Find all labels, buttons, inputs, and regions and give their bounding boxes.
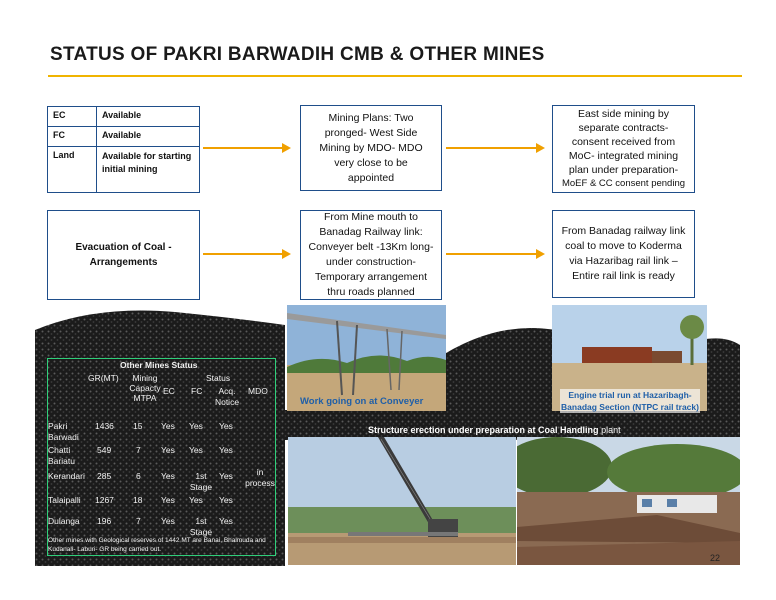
mine-acq: Yes bbox=[219, 421, 233, 431]
mine-name: Chatti Bariatu bbox=[48, 445, 75, 466]
status-value: Available for starting initial mining bbox=[97, 147, 200, 193]
arrow-1-head bbox=[282, 143, 291, 153]
mine-mouth-text: From Mine mouth to Banadag Railway link: Conveyer belt -13Km long- under construction- Temporary arrangement thru roads planned bbox=[308, 211, 434, 298]
table-row bbox=[48, 107, 200, 127]
page-title: STATUS OF PAKRI BARWADIH CMB & OTHER MINES bbox=[50, 44, 545, 65]
mine-capacity: 7 bbox=[136, 445, 141, 455]
structure-caption bbox=[368, 425, 621, 435]
mine-fc: Yes bbox=[189, 495, 203, 505]
col-fc: FC bbox=[191, 386, 203, 396]
other-mines-panel bbox=[47, 358, 276, 556]
mine-fc: Yes bbox=[189, 421, 203, 431]
evacuation-text: Evacuation of Coal - Arrangements bbox=[75, 242, 172, 268]
mine-gr: 196 bbox=[97, 516, 112, 526]
conveyor-caption: Work going on at Conveyer bbox=[300, 396, 424, 407]
mine-acq: Yes bbox=[219, 445, 233, 455]
mine-capacity: 6 bbox=[136, 471, 141, 481]
mine-name: Kerandari bbox=[48, 471, 85, 481]
other-mines-footnote: Other mines with Geological reserves of 1442 MT are Banai, Bhalmuda and Kudanali- Laburi- GR being carried out. bbox=[48, 537, 266, 553]
crane-photo bbox=[288, 437, 516, 565]
col-capacity: Mining Capacty MTPA bbox=[129, 373, 161, 403]
mine-capacity: 18 bbox=[133, 495, 143, 505]
structure-caption-tail: plant bbox=[601, 425, 621, 435]
mine-capacity: 15 bbox=[133, 421, 143, 431]
status-value: Available bbox=[97, 107, 200, 127]
arrow-3-head bbox=[282, 249, 291, 259]
page-number: 22 bbox=[710, 553, 721, 563]
clearance-status-table bbox=[47, 106, 200, 193]
mining-plans-text: Mining Plans: Two pronged- West Side Mining by MDO- MDO very close to be appointed bbox=[319, 111, 423, 184]
title-divider bbox=[48, 75, 742, 77]
status-key: FC bbox=[48, 127, 97, 147]
arrow-2 bbox=[446, 147, 538, 149]
arrow-4-head bbox=[536, 249, 545, 259]
other-mines-title: Other Mines Status bbox=[120, 360, 198, 370]
arrow-3 bbox=[203, 253, 284, 255]
status-value: Available bbox=[97, 127, 200, 147]
east-side-text: East side mining by separate contracts- consent received from MoC- integrated mining plan under preparation- bbox=[568, 108, 679, 176]
table-row bbox=[48, 147, 200, 193]
col-acq: Acq. Notice bbox=[214, 386, 240, 407]
structure-caption-main: Structure erection under preparation at Coal Handling bbox=[368, 425, 599, 435]
banadag-text: From Banadag railway link coal to move to Koderma via Hazaribag rail link – Entire rail link is ready bbox=[561, 225, 686, 282]
mine-fc: 1st Stage bbox=[189, 471, 213, 492]
mine-mouth-box bbox=[300, 210, 442, 300]
mine-ec: Yes bbox=[161, 516, 175, 526]
mine-fc: 1st Stage bbox=[189, 516, 213, 537]
mine-name: Pakri Barwadi bbox=[48, 421, 79, 442]
mine-acq: Yes bbox=[219, 471, 233, 481]
mine-gr: 549 bbox=[97, 445, 112, 455]
status-key: Land bbox=[48, 147, 97, 193]
engine-caption: Engine trial run at Hazaribagh-Banadag Section (NTPC rail track) bbox=[561, 390, 699, 412]
mine-ec: Yes bbox=[161, 495, 175, 505]
mine-acq: Yes bbox=[219, 495, 233, 505]
mine-acq: Yes bbox=[219, 516, 233, 526]
east-side-box bbox=[552, 105, 695, 193]
mine-name: Dulanga bbox=[48, 516, 80, 526]
mdo-note: in process bbox=[245, 467, 275, 488]
arrow-4 bbox=[446, 253, 538, 255]
mining-plans-box bbox=[300, 105, 442, 191]
mine-gr: 1436 bbox=[95, 421, 114, 431]
mine-ec: Yes bbox=[161, 445, 175, 455]
evacuation-box bbox=[47, 210, 200, 300]
arrow-2-head bbox=[536, 143, 545, 153]
mine-fc: Yes bbox=[189, 445, 203, 455]
col-status: Status bbox=[206, 373, 231, 383]
col-mdo: MDO bbox=[248, 386, 268, 396]
mine-name: Talaipalli bbox=[48, 495, 81, 505]
status-key: EC bbox=[48, 107, 97, 127]
table-row bbox=[48, 127, 200, 147]
banadag-box bbox=[552, 210, 695, 298]
mine-gr: 1267 bbox=[95, 495, 114, 505]
mine-ec: Yes bbox=[161, 421, 175, 431]
mine-gr: 285 bbox=[97, 471, 112, 481]
arrow-1 bbox=[203, 147, 284, 149]
col-ec: EC bbox=[163, 386, 175, 396]
mine-capacity: 7 bbox=[136, 516, 141, 526]
site-photo bbox=[517, 437, 740, 565]
mine-ec: Yes bbox=[161, 471, 175, 481]
east-side-note: MoEF & CC consent pending bbox=[561, 178, 686, 189]
col-gr: GR(MT) bbox=[88, 373, 119, 383]
